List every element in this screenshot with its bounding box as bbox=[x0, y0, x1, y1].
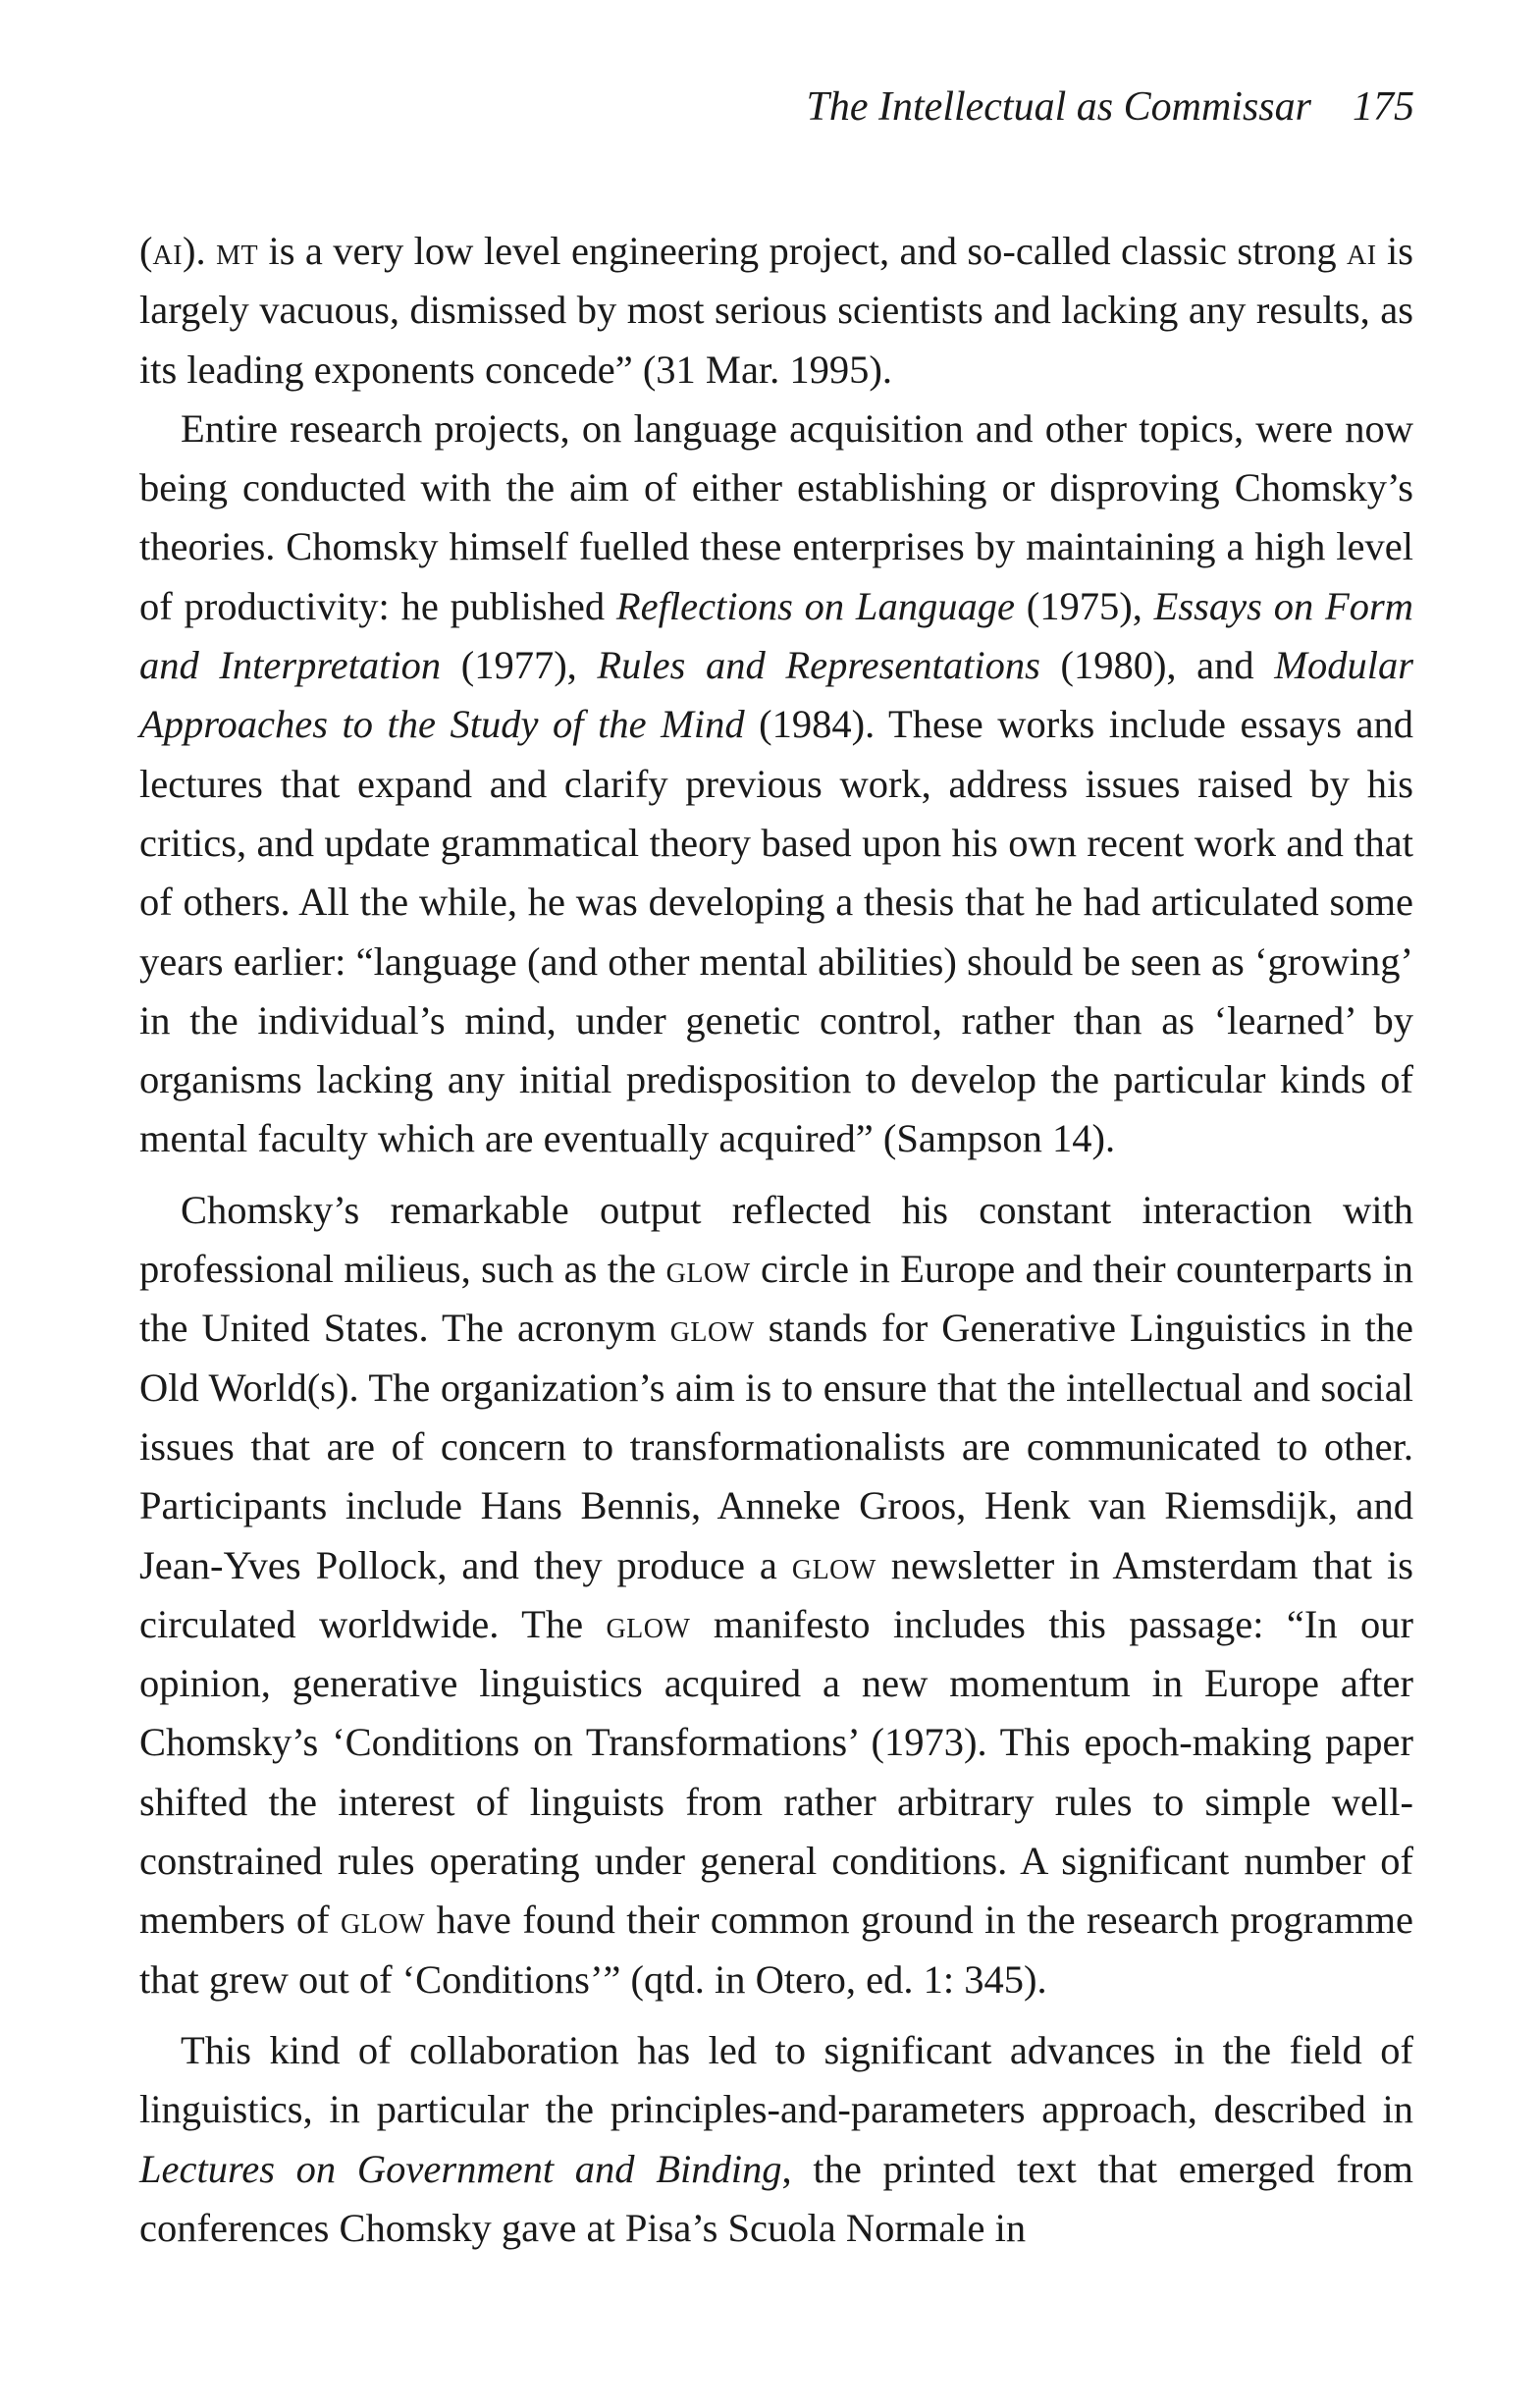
text-run: (1975), bbox=[1014, 583, 1154, 628]
text-run: ( bbox=[139, 229, 153, 273]
italic-title: Modular Approaches to the Study of the Mind bbox=[139, 643, 1414, 747]
text-run: newsletter in Amsterdam that is circulated worldwide. The bbox=[139, 1542, 1413, 1646]
small-caps-acronym: glow bbox=[665, 1247, 751, 1292]
paragraph-3 bbox=[139, 1181, 1413, 2009]
text-run: (1977), bbox=[441, 643, 598, 688]
text-run: This kind of collaboration has led to significant advances in the field of linguistics, in particular the principles-and-parameters approach, described in bbox=[139, 2027, 1413, 2132]
italic-title: Lectures on Government and Binding bbox=[139, 2146, 782, 2191]
text-run: stands for Generative Linguistics in the Old World(s). The organization’s aim is to ensure that the intellectual and social issues that are of concern to transformationalists are communicated to other. Participants include Hans Bennis, Anneke Groos, Henk van Riemsdijk, and Jean-Yves Pollock, and they produce a bbox=[139, 1306, 1414, 1587]
paragraph-1 bbox=[139, 222, 1413, 400]
page-number: 175 bbox=[1353, 84, 1414, 130]
body-text bbox=[139, 222, 1413, 2258]
text-run: manifesto includes this passage: “In our opinion, generative linguistics acquired a new momentum in Europe after Chomsky’s ‘Conditions on Transformations’ (1973). This epoch-making paper shifted the interest of linguists from rather arbitrary rules to simple well-constrained rules operating under general conditions. A significant number of members of bbox=[139, 1601, 1413, 1943]
paragraph-4 bbox=[139, 2021, 1413, 2258]
small-caps-acronym: glow bbox=[606, 1601, 691, 1646]
running-head bbox=[807, 86, 1414, 128]
text-run: , the printed text that emerged from conferences Chomsky gave at Pisa’s Scuola Normale in bbox=[139, 2146, 1413, 2250]
italic-title: Rules and Representations bbox=[597, 643, 1040, 688]
text-run: ). bbox=[183, 229, 217, 273]
text-run: (1984). These works include essays and lectures that expand and clarify previous work, address issues raised by his critics, and update grammatical theory based upon his own recent work and that of others. All the while, he was developing a thesis that he had articulated some years earlier: “language (and other mental abilities) should be seen as ‘growing’ in the individual’s mind, under genetic control, rather than as ‘learned’ by organisms lacking any initial predisposition to develop the particular kinds of mental faculty which are eventually acquired” (Sampson 14). bbox=[139, 702, 1413, 1161]
running-head-title: The Intellectual as Commissar bbox=[806, 84, 1311, 130]
small-caps-acronym: glow bbox=[791, 1542, 876, 1587]
text-run: have found their common ground in the research programme that grew out of ‘Conditions’” (qtd. in Otero, ed. 1: 345). bbox=[139, 1898, 1413, 2002]
text-run: Entire research projects, on language acquisition and other topics, were now being conducted with the aim of either establishing or disproving Chomsky’s theories. Chomsky himself fuelled these enterprises by maintaining a high level of productivity: he published bbox=[139, 405, 1413, 628]
small-caps-acronym: glow bbox=[341, 1898, 426, 1943]
small-caps-acronym: glow bbox=[669, 1306, 755, 1351]
small-caps-acronym: mt bbox=[216, 229, 259, 273]
text-run: circle in Europe and their counterparts in the United States. The acronym bbox=[139, 1247, 1413, 1351]
small-caps-acronym: ai bbox=[152, 229, 184, 273]
text-run: (1980), and bbox=[1039, 643, 1275, 688]
text-run: is a very low level engineering project, and so-called classic strong bbox=[258, 229, 1348, 273]
italic-title: Reflections on Language bbox=[615, 583, 1015, 628]
italic-title: Essays on Form and Interpretation bbox=[139, 583, 1413, 688]
small-caps-acronym: ai bbox=[1347, 229, 1377, 273]
paragraph-2 bbox=[139, 400, 1413, 1169]
text-run: Chomsky’s remarkable output reflected his constant interaction with professional milieus, such as the bbox=[139, 1187, 1413, 1292]
text-run: is largely vacuous, dismissed by most serious scientists and lacking any results, as its leading exponents concede” (31 Mar. 1995). bbox=[139, 229, 1413, 392]
